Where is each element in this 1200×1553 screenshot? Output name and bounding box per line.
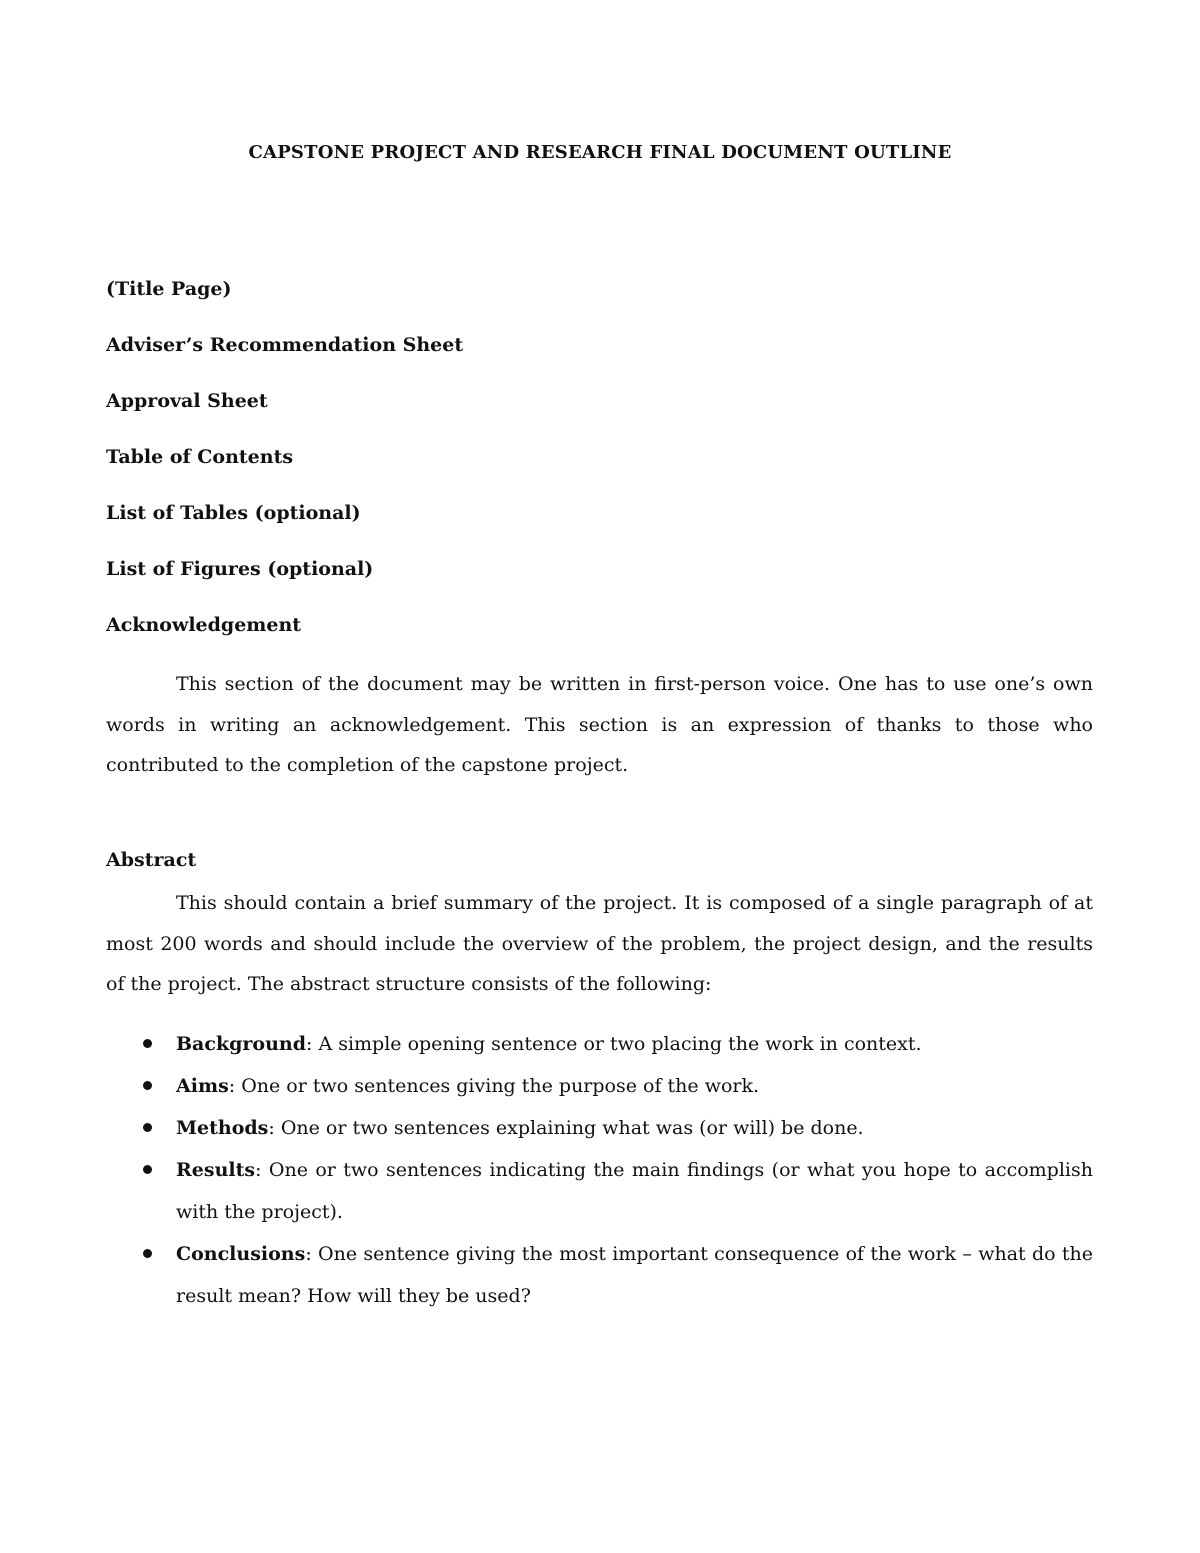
bullet-icon [143, 1039, 152, 1048]
heading-approval-sheet: Approval Sheet [106, 390, 268, 412]
heading-abstract: Abstract [106, 849, 197, 871]
heading-table-of-contents: Table of Contents [106, 446, 294, 468]
list-item-term: Aims [176, 1075, 229, 1097]
heading-list-of-tables: List of Tables (optional) [106, 502, 361, 524]
list-item-background [106, 1023, 1093, 1065]
abstract-paragraph: This should contain a brief summary of the project. It is composed of a single paragraph of at most 200 words and should include the overview of the problem, the project design, and the results of the project. The abstract structure consists of the following: [106, 892, 1093, 995]
heading-list-of-figures: List of Figures (optional) [106, 558, 374, 580]
list-item-results [106, 1149, 1093, 1233]
list-item-aims [106, 1065, 1093, 1107]
bullet-icon [143, 1165, 152, 1174]
acknowledgement-paragraph: This section of the document may be written in first-person voice. One has to use one’s own words in writing an acknowledgement. This section is an expression of thanks to those who contributed to the completion of the capstone project. [106, 673, 1093, 776]
list-item-description: : One or two sentences explaining what was (or will) be done. [268, 1117, 864, 1139]
heading-acknowledgement: Acknowledgement [106, 614, 302, 636]
heading-advisers-recommendation-sheet: Adviser’s Recommendation Sheet [106, 334, 464, 356]
bullet-icon [143, 1081, 152, 1090]
list-item-description: : One or two sentences giving the purpose of the work. [228, 1075, 760, 1097]
abstract-structure-list [106, 1023, 1093, 1317]
list-item-conclusions [106, 1233, 1093, 1317]
list-item-term: Results [176, 1159, 256, 1181]
list-item-description: : One or two sentences indicating the main findings (or what you hope to accomplish with the project). [176, 1159, 1093, 1223]
list-item-term: Background [176, 1033, 306, 1055]
list-item-description: : A simple opening sentence or two placing the work in context. [306, 1033, 922, 1055]
document-title: CAPSTONE PROJECT AND RESEARCH FINAL DOCUMENT OUTLINE [248, 142, 952, 163]
list-item-description: : One sentence giving the most important consequence of the work – what do the result mean? How will they be used? [176, 1243, 1093, 1307]
list-item-term: Conclusions [176, 1243, 306, 1265]
list-item-term: Methods [176, 1117, 269, 1139]
heading-title-page: (Title Page) [106, 278, 232, 300]
list-item-methods [106, 1107, 1093, 1149]
bullet-icon [143, 1123, 152, 1132]
bullet-icon [143, 1249, 152, 1258]
